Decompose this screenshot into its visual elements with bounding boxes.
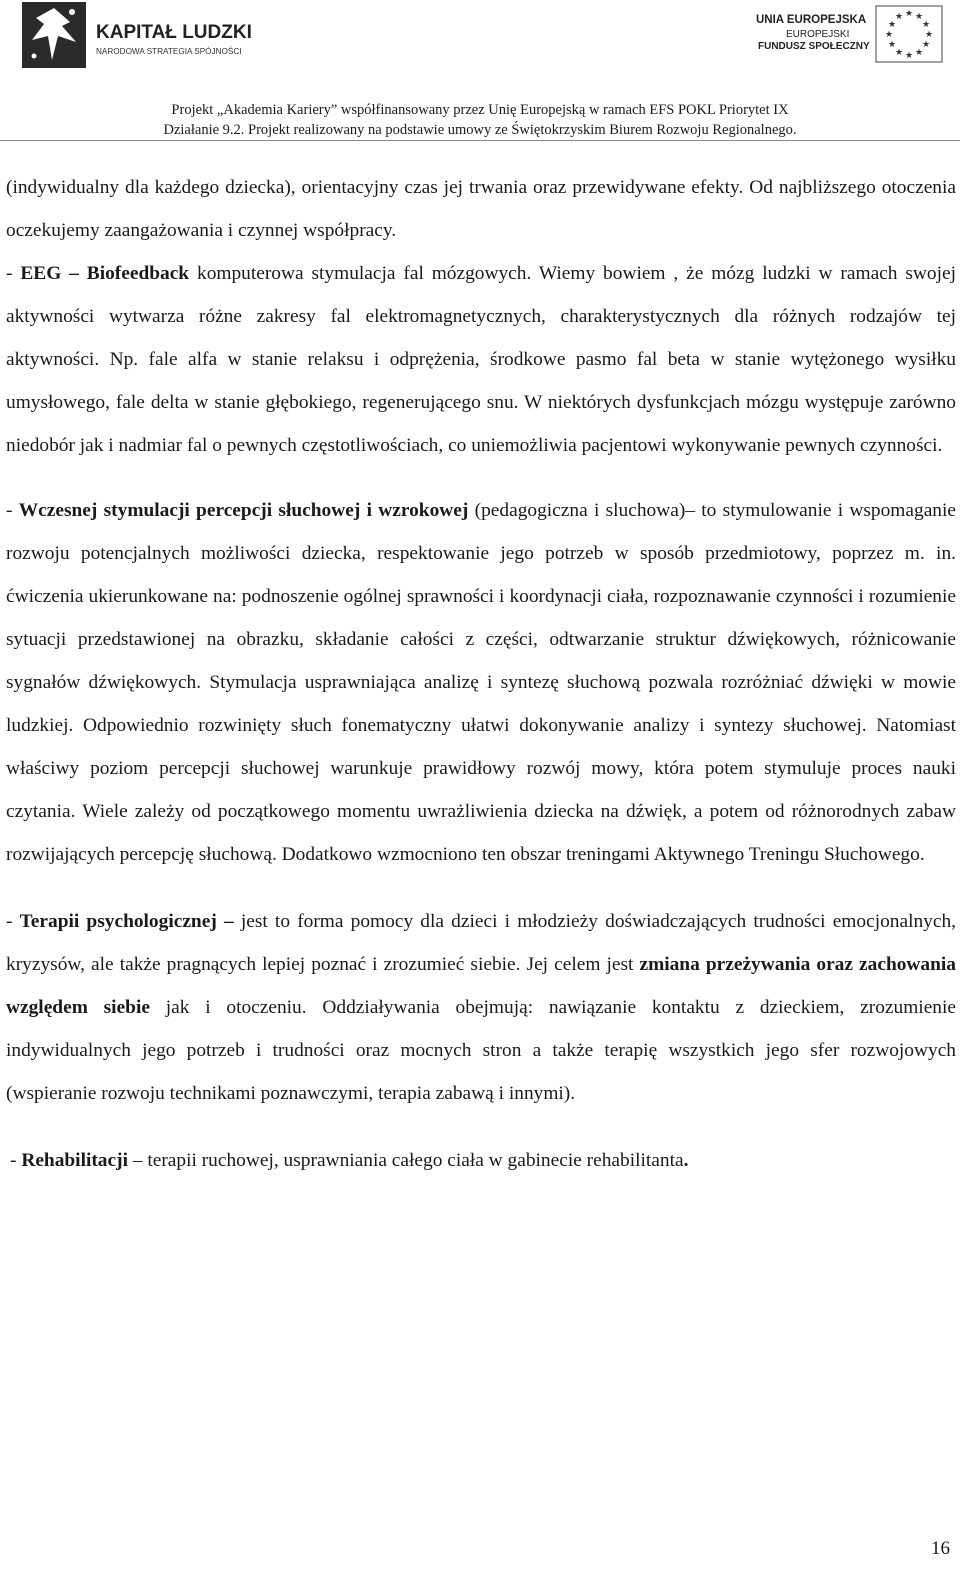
terapia-text-1: jest to forma pomocy dla dzieci i młodzieży doświadczających trudności emocjonalnych, kryzysów, ale także pragnących lepiej poznać i zrozumieć siebie. Jej celem jest [6,911,957,975]
svg-text:★: ★ [894,48,904,58]
logo-right-line2: EUROPEJSKI [786,29,850,40]
unia-europejska-logo [752,2,957,66]
kapital-ludzki-logo [22,2,252,68]
dash: - [6,911,20,932]
page-number: 16 [931,1538,950,1559]
terapia-heading: Terapii psychologicznej – [19,911,234,932]
header-project-line: Projekt „Akademia Kariery” współfinansowany przez Unię Europejską w ramach EFS POKL Priorytet IX [171,102,789,118]
svg-text:★: ★ [904,9,914,19]
svg-text:★: ★ [887,40,897,50]
svg-text:★: ★ [887,20,897,30]
rehabilitacja-heading: Rehabilitacji [21,1150,128,1171]
dash: - [10,1150,22,1171]
svg-text:★: ★ [884,30,894,40]
logo-left-title: KAPITAŁ LUDZKI [96,22,252,43]
svg-text:★: ★ [914,12,924,22]
svg-text:★: ★ [904,51,914,61]
terapia-bold-phrase: zmiana przeżywania oraz zachowania względem siebie [6,954,956,1018]
terapia-text-2: jak i otoczeniu. Oddziaływania obejmują: nawiązanie kontaktu z dzieckiem, zrozumienie indywidualnych jego potrzeb i trudności oraz mocnych stron a także terapię wszystkich jego sfer rozwojowych (wspieranie rozwoju technikami poznawczymi, terapia zabawą i innymi). [6,997,956,1104]
svg-text:★: ★ [914,48,924,58]
paragraph-terapia-psychologiczna [6,900,956,1115]
wczesna-stymulacja-text: (pedagogiczna i sluchowa)– to stymulowanie i wspomaganie rozwoju potencjalnych możliwości dziecka, respektowanie jego potrzeb w sposób przedmiotowy, poprzez m. in. ćwiczenia ukierunkowane na: podnoszenie ogólnej sprawności i koordynacji ciała, rozpoznawanie czynności i rozumienie sytuacji przedstawionej na obrazku, składanie całości z części, odtwarzanie struktur dźwiękowych, różnicowanie sygnałów dźwiękowych. Stymulacja usprawniająca analizę i syntezę słuchową pozwala rozróżniać dźwięki w mowie ludzkiej. Odpowiednio rozwinięty słuch fonematyczny ułatwi dokonywanie analizy i syntezy słuchowej. Natomiast właściwy poziom percepcji słuchowej warunkuje prawidłowy rozwój mowy, która potem stymuluje proces nauki czytania. Wiele zależy od początkowego momentu uwrażliwienia dziecka na dźwięk, a potem od różnorodnych zabaw rozwijających percepcję słuchową. Dodatkowo wzmocniono ten obszar treningami Aktywnego Treningu Słuchowego. [6,500,956,865]
dash: - [6,263,21,284]
logo-right-line3: FUNDUSZ SPOŁECZNY [758,41,870,52]
logo-right-line1: UNIA EUROPEJSKA [756,14,867,26]
svg-text:★: ★ [921,40,931,50]
svg-text:★: ★ [894,12,904,22]
paragraph-rehabilitacja [6,1139,956,1182]
document-body [6,166,956,1182]
svg-text:★: ★ [921,20,931,30]
eeg-heading: EEG – Biofeedback [20,263,190,284]
header-divider [0,140,960,141]
dash: - [6,500,19,521]
paragraph-intro: (indywidualny dla każdego dziecka), orientacyjny czas jej trwania oraz przewidywane efekty. Od najbliższego otoczenia oczekujemy zaangażowania i czynnej współpracy. [6,177,956,241]
rehabilitacja-text: – terapii ruchowej, usprawniania całego ciała w gabinecie rehabilitanta [127,1150,684,1171]
paragraph-wczesna-stymulacja [6,489,956,876]
logo-left-subtitle: NARODOWA STRATEGIA SPÓJNOŚCI [96,47,242,56]
svg-text:★: ★ [924,30,934,40]
header-action-line: Działanie 9.2. Projekt realizowany na podstawie umowy ze Świętokrzyskim Biurem Rozwoju Regionalnego. [163,122,797,138]
page-header [0,0,960,136]
paragraph-eeg [6,252,956,467]
rehabilitacja-period: . [683,1150,689,1171]
eeg-text: komputerowa stymulacja fal mózgowych. Wiemy bowiem , że mózg ludzki w ramach swojej aktywności wytwarza różne zakresy fal elektromagnetycznych, charakterystycznych dla różnych rodzajów tej aktywności. Np. fale alfa w stanie relaksu i odprężenia, środkowe pasmo fal beta w stanie wytężonego wysiłku umysłowego, fale delta w stanie głębokiego, regenerującego snu. W niektórych dysfunkcjach mózgu występuje zarówno niedobór jak i nadmiar fal o pewnych częstotliwościach, co uniemożliwia pacjentowi wykonywanie pewnych czynności. [6,263,956,456]
wczesna-stymulacja-heading: Wczesnej stymulacji percepcji słuchowej i wzrokowej [18,500,469,521]
